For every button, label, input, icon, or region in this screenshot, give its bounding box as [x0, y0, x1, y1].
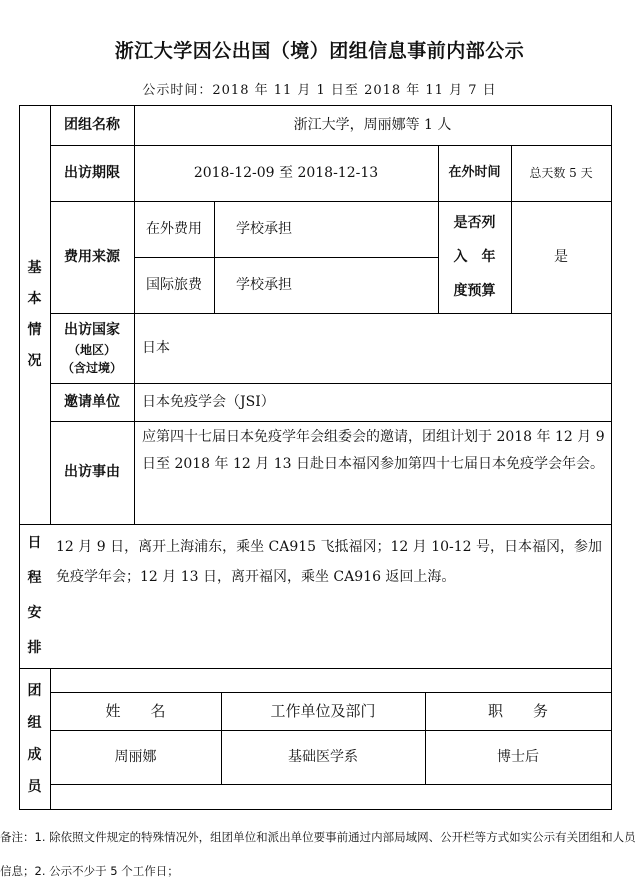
section-label-members: 团 组 成 员 — [27, 682, 42, 795]
in-budget-value: 是 — [554, 248, 568, 265]
abroad-time-label: 在外时间 — [448, 165, 501, 181]
section-label-basic-info: 基 本 情 况 — [27, 259, 42, 369]
group-name-label: 团组名称 — [64, 116, 120, 133]
section-label-schedule: 日 程 安 排 — [27, 535, 42, 656]
visit-reason-label: 出访事由 — [64, 464, 120, 481]
in-budget-label: 是否列 入 年 度预算 — [453, 215, 496, 299]
abroad-cost-value: 学校承担 — [236, 220, 292, 237]
abroad-time-value: 总天数 5 天 — [529, 165, 593, 180]
member-name: 周丽娜 — [114, 748, 157, 765]
page-title: 浙江大学因公出国（境）团组信息事前内部公示 — [114, 40, 525, 62]
members-header-position: 职 务 — [487, 702, 548, 720]
group-name-value: 浙江大学，周丽娜等 1 人 — [293, 116, 452, 133]
footnote: 备注：1. 除依照文件规定的特殊情况外，组团单位和派出单位要事前通过内部局域网、公开栏等方式如实公示有关团组和人员信息；2. 公示不少于 5 个工作日； — [0, 830, 636, 878]
schedule-text: 12 月 9 日，离开上海浦东，乘坐 CA915 飞抵福冈；12 月 10-12 号，日本福冈，参加免疫学年会；12 月 13 日，离开福冈，乘坐 CA916 返回上海。 — [56, 539, 603, 585]
inviting-unit-value: 日本免疫学会（JSI） — [142, 393, 275, 410]
visit-reason-value: 应第四十七届日本免疫学年会组委会的邀请，团组计划于 2018 年 12 月 9 日至 2018 年 12 月 13 日赴日本福冈参加第四十七届日本免疫学会年会。 — [142, 429, 605, 472]
visit-period-value: 2018-12-09 至 2018-12-13 — [193, 164, 379, 181]
visit-period-label: 出访期限 — [64, 164, 120, 181]
destination-country-label: 出访国家 （地区） （含过境） — [61, 322, 122, 375]
members-header-unit: 工作单位及部门 — [270, 702, 376, 720]
publication-period: 公示时间：2018 年 11 月 1 日至 2018 年 11 月 7 日 — [142, 83, 497, 98]
destination-country-value: 日本 — [142, 339, 170, 356]
abroad-cost-label: 在外费用 — [146, 220, 202, 237]
travel-cost-value: 学校承担 — [236, 276, 292, 293]
travel-cost-label: 国际旅费 — [146, 276, 202, 293]
funding-source-label: 费用来源 — [64, 248, 120, 265]
members-header-name: 姓 名 — [105, 702, 166, 720]
member-unit: 基础医学系 — [288, 748, 358, 765]
inviting-unit-label: 邀请单位 — [64, 393, 120, 410]
member-position: 博士后 — [497, 748, 539, 765]
